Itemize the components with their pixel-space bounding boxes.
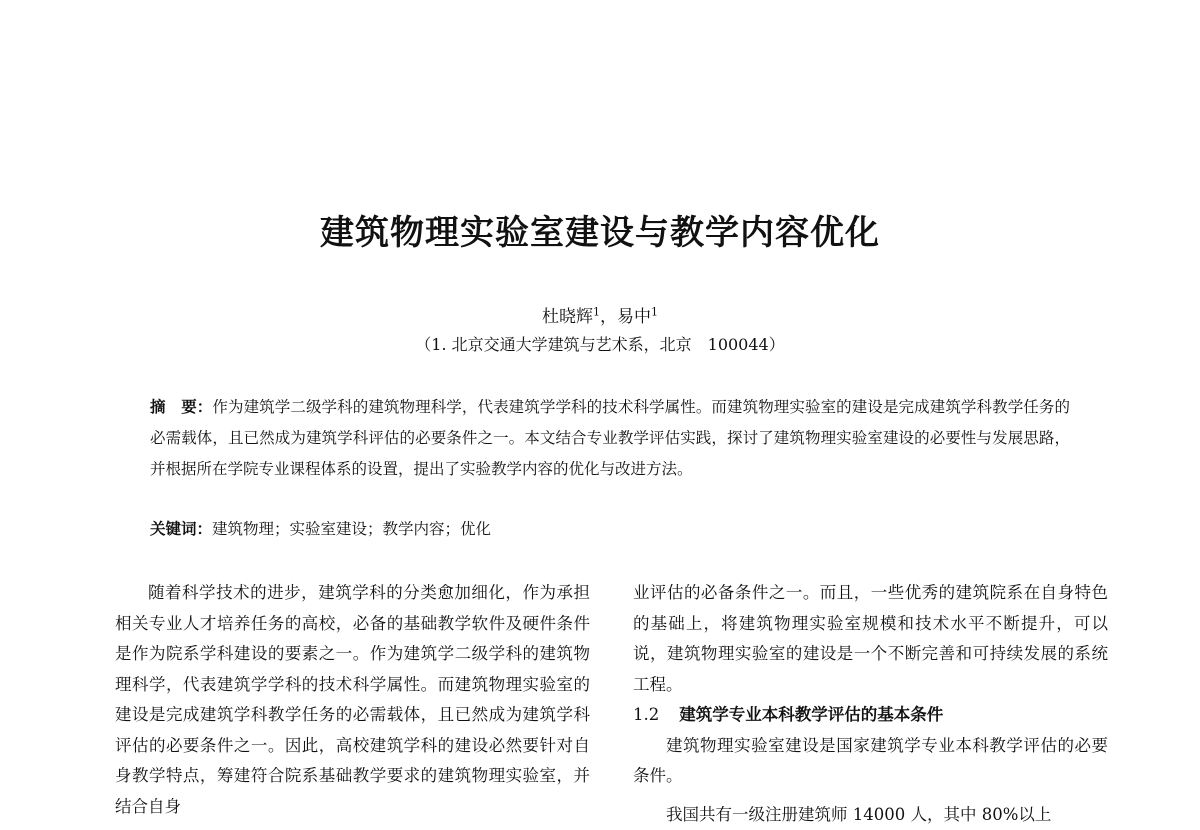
section-title: 建筑学专业本科教学评估的基本条件 <box>679 705 943 724</box>
section-number: 1.2 <box>633 705 659 724</box>
keywords <box>150 516 1070 542</box>
body-column-right <box>633 578 1108 830</box>
abstract <box>150 392 1070 485</box>
author-name: 杜晓辉 <box>542 307 593 327</box>
author-line <box>0 302 1200 327</box>
body-paragraph: 随着科学技术的进步，建筑学科的分类愈加细化，作为承担相关专业人才培养任务的高校，必备的基础教学软件及硬件条件是作为院系学科建设的要素之一。作为建筑学二级学科的建筑物理科学，代表建筑学学科的技术科学属性。而建筑物理实验室的建设是完成建筑学科教学任务的必需载体，且已然成为建筑学科评估的必要条件之一。因此，高校建筑学科的建设必然要针对自身教学特点，筹建符合院系基础教学要求的建筑物理实验室，并结合自身 <box>115 578 590 822</box>
author-separator: ， <box>600 307 617 327</box>
abstract-label: 摘 要： <box>150 398 212 416</box>
affiliation: （1. 北京交通大学建筑与艺术系，北京 100044） <box>0 332 1200 355</box>
section-heading <box>633 700 1108 731</box>
body-column-left <box>115 578 590 822</box>
paper-title: 建筑物理实验室建设与教学内容优化 <box>0 205 1200 254</box>
keywords-text: 建筑物理；实验室建设；教学内容；优化 <box>212 520 491 538</box>
abstract-text: 作为建筑学二级学科的建筑物理科学，代表建筑学学科的技术科学属性。而建筑物理实验室的建设是完成建筑学科教学任务的必需载体，且已然成为建筑学科评估的必要条件之一。本文结合专业教学评估实践，探讨了建筑物理实验室建设的必要性与发展思路，并根据所在学院专业课程体系的设置，提出了实验教学内容的优化与改进方法。 <box>150 398 1070 478</box>
author-affiliation-mark: 1 <box>593 305 600 318</box>
body-paragraph: 建筑物理实验室建设是国家建筑学专业本科教学评估的必要条件。 <box>633 731 1108 792</box>
author-name: 易中 <box>617 307 651 327</box>
body-paragraph-continuation: 业评估的必备条件之一。而且，一些优秀的建筑院系在自身特色的基础上，将建筑物理实验室规模和技术水平不断提升，可以说，建筑物理实验室的建设是一个不断完善和可持续发展的系统工程。 <box>633 578 1108 700</box>
keywords-label: 关键词： <box>150 520 212 538</box>
author-affiliation-mark: 1 <box>651 305 658 318</box>
body-paragraph: 我国共有一级注册建筑师 14000 人，其中 80%以上 <box>633 800 1108 830</box>
